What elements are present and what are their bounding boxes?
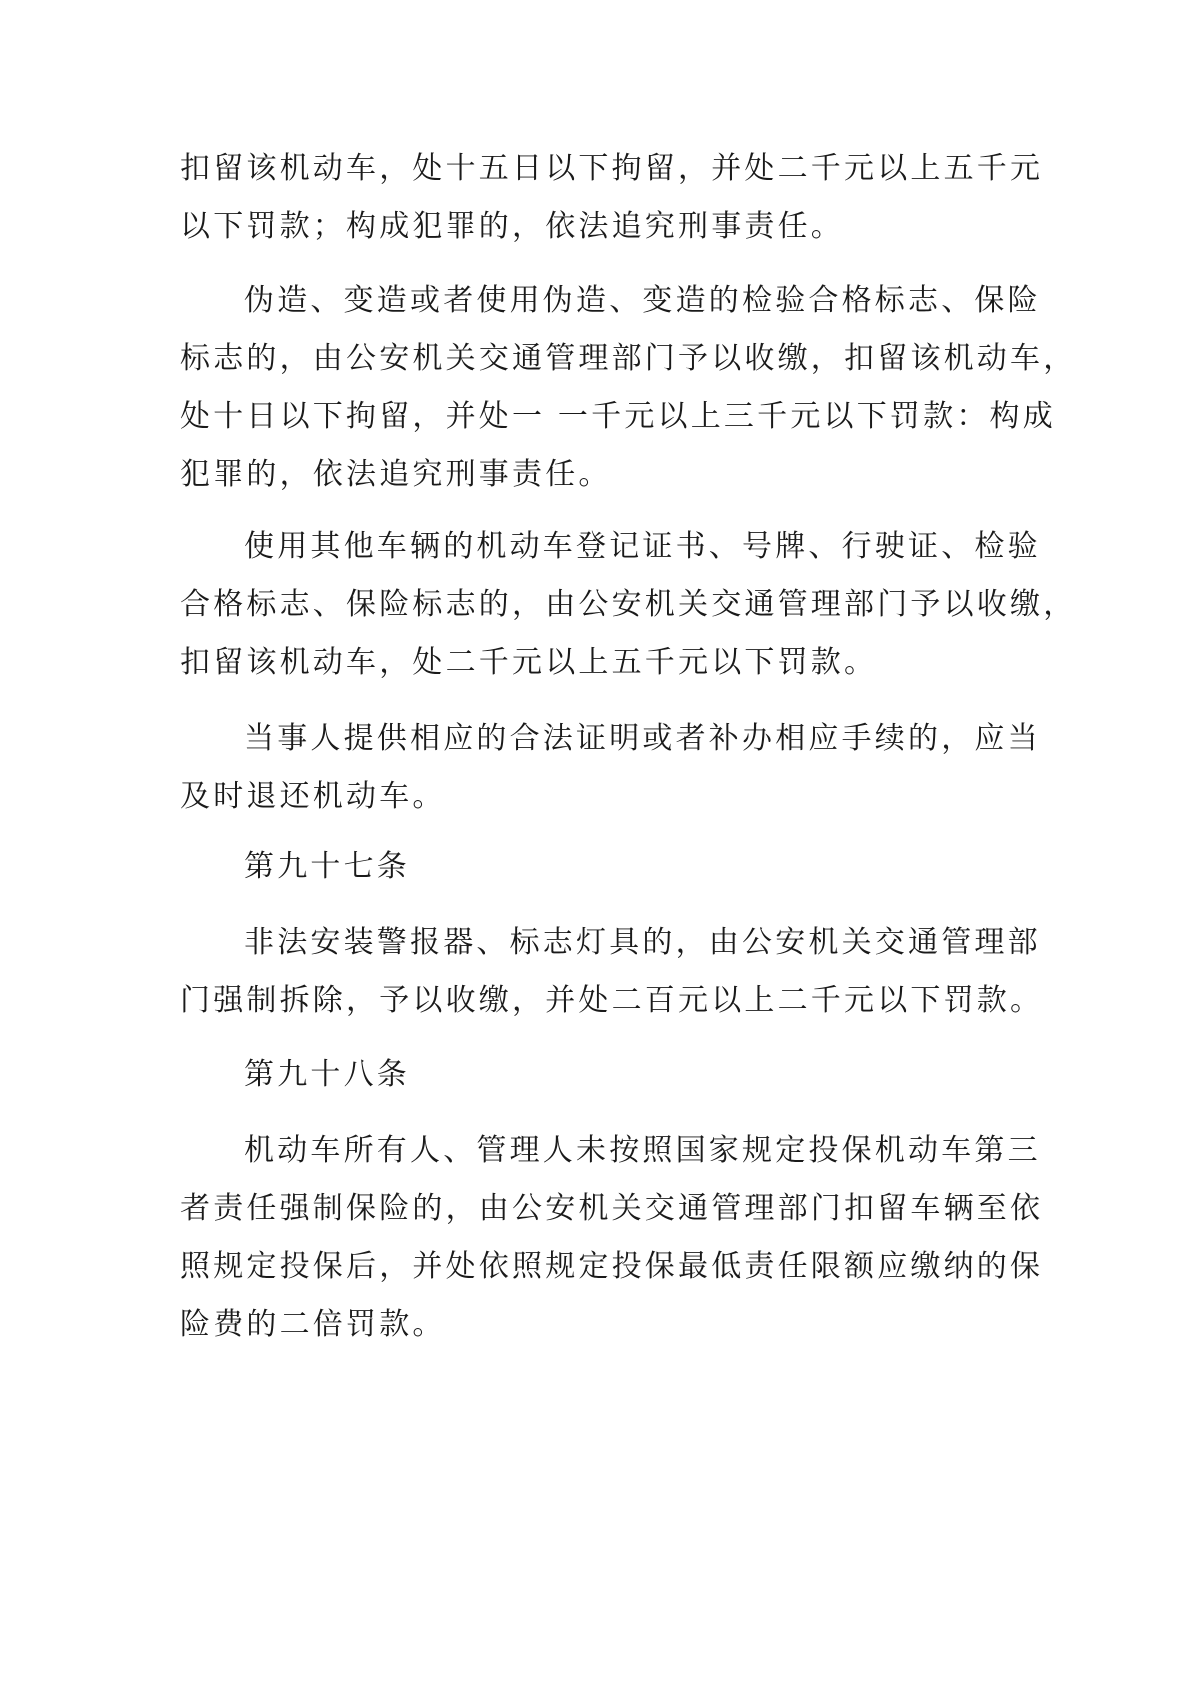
paragraph-continuation [180,140,1044,256]
article-heading-98 [180,1046,1020,1104]
paragraph-line: 险费的二倍罚款。 [180,1307,446,1342]
paragraph-illegal-siren [180,914,1044,1030]
paragraph-line: 使用其他车辆的机动车登记证书、号牌、行驶证、检验 [244,529,1041,564]
paragraph-line: 犯罪的，依法追究刑事责任。 [180,457,612,492]
paragraph-line: 扣留该机动车，处二千元以上五千元以下罚款。 [180,645,878,680]
paragraph-forgery [180,272,1077,504]
paragraph-line: 扣留该机动车，处十五日以下拘留，并处二千元以上五千元 [180,151,1044,186]
article-heading: 第九十七条 [244,849,410,884]
paragraph-other-vehicle [180,518,1077,692]
paragraph-line: 标志的，由公安机关交通管理部门予以收缴，扣留该机动车， [180,341,1077,376]
paragraph-line: 机动车所有人、管理人未按照国家规定投保机动车第三 [244,1133,1041,1168]
paragraph-line: 处十日以下拘留，并处一 一千元以上三千元以下罚款：构成 [180,399,1056,434]
paragraph-return-vehicle [180,710,1041,826]
paragraph-line: 合格标志、保险标志的，由公安机关交通管理部门予以收缴， [180,587,1077,622]
paragraph-line: 以下罚款；构成犯罪的，依法追究刑事责任。 [180,209,844,244]
paragraph-line: 及时退还机动车。 [180,779,446,814]
paragraph-line: 者责任强制保险的，由公安机关交通管理部门扣留车辆至依 [180,1191,1044,1226]
article-heading-97 [180,838,1020,896]
paragraph-line: 伪造、变造或者使用伪造、变造的检验合格标志、保险 [244,283,1041,318]
article-heading: 第九十八条 [244,1057,410,1092]
paragraph-line: 照规定投保后，并处依照规定投保最低责任限额应缴纳的保 [180,1249,1044,1284]
paragraph-line: 门强制拆除，予以收缴，并处二百元以上二千元以下罚款。 [180,983,1044,1018]
paragraph-insurance [180,1122,1044,1354]
paragraph-line: 非法安装警报器、标志灯具的，由公安机关交通管理部 [244,925,1041,960]
paragraph-line: 当事人提供相应的合法证明或者补办相应手续的，应当 [244,721,1041,756]
